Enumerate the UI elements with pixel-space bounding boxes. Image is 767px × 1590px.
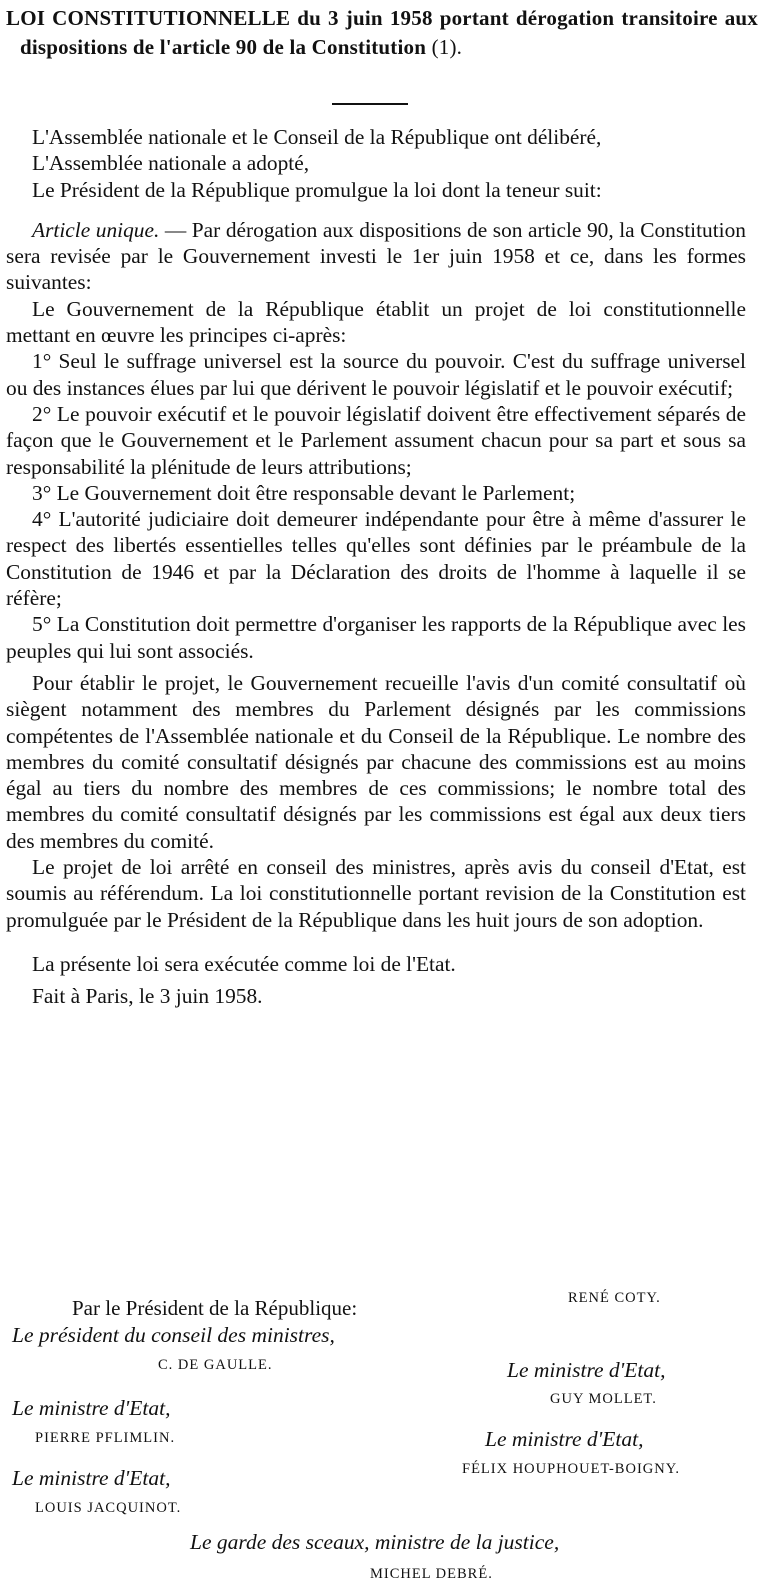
article-label: Article unique. <box>32 217 160 242</box>
government-project-paragraph: Le Gouvernement de la République établit un projet de loi constitutionnelle mettant en œuvre les principes ci-après: <box>6 296 746 348</box>
preamble-adoption: L'Assemblée nationale a adopté, <box>32 151 310 176</box>
law-title-text: LOI CONSTITUTIONNELLE du 3 juin 1958 portant dérogation transitoire aux dispositions de l'article 90 de la Constitution <box>6 6 758 59</box>
law-title <box>6 4 758 62</box>
principle-4: 4° L'autorité judiciaire doit demeurer indépendante pour être à même d'assurer le respect des libertés essentielles telles qu'elles sont définies par le préambule de la Constitution de 1946 et par la Déclaration des droits de l'homme à laquelle il se réfère; <box>6 507 746 611</box>
prime-minister-signature: C. DE GAULLE. <box>158 1357 273 1373</box>
article-unique-paragraph <box>6 217 746 296</box>
minister-1-signature: GUY MOLLET. <box>550 1391 657 1407</box>
execution-clause: La présente loi sera exécutée comme loi de l'Etat. <box>32 951 456 976</box>
principle-5: 5° La Constitution doit permettre d'organiser les rapports de la République avec les peuples qui lui sont associés. <box>6 612 746 663</box>
preamble-deliberation: L'Assemblée nationale et le Conseil de la République ont délibéré, <box>32 125 602 149</box>
minister-4-signature: LOUIS JACQUINOT. <box>35 1500 182 1516</box>
justice-minister-title: Le garde des sceaux, ministre de la justice, <box>190 1530 560 1554</box>
article-intro: — Par dérogation aux dispositions de son article 90, la Constitution sera revisée par le Gouvernement investi le 1er juin 1958 et ce, dans les formes suivantes: <box>6 217 746 295</box>
principle-1: 1° Seul le suffrage universel est la source du pouvoir. C'est du suffrage universel ou des instances élues par lui que dérivent le pouvoir législatif et le pouvoir exécutif; <box>6 349 746 400</box>
footnote-reference: (1). <box>431 35 463 59</box>
by-the-president: Par le Président de la République: <box>72 1296 358 1320</box>
preamble-promulgation: Le Président de la République promulgue la loi dont la teneur suit: <box>32 177 602 202</box>
place-and-date: Fait à Paris, le 3 juin 1958. <box>32 984 263 1009</box>
title-separator-rule <box>332 103 408 105</box>
minister-3-title: Le ministre d'Etat, <box>485 1427 644 1451</box>
principle-2: 2° Le pouvoir exécutif et le pouvoir législatif doivent être effectivement séparés de façon que le Gouvernement et le Parlement assument chacun pour sa part et sous sa responsabilité la plénitude de leurs attributions; <box>6 401 746 479</box>
minister-3-signature: FÉLIX HOUPHOUET-BOIGNY. <box>462 1461 680 1477</box>
minister-1-title: Le ministre d'Etat, <box>507 1358 666 1382</box>
president-signature: RENÉ COTY. <box>568 1290 661 1306</box>
minister-2-title: Le ministre d'Etat, <box>12 1396 171 1420</box>
minister-4-title: Le ministre d'Etat, <box>12 1466 171 1490</box>
committee-paragraph: Pour établir le projet, le Gouvernement recueille l'avis d'un comité consultatif où siègent notamment des membres du Parlement désignés par les commissions compétentes de l'Assemblée nationale et du Conseil de la République. Le nombre des membres du comité consultatif désignés par chacune des commissions est au moins égal au tiers du nombre des membres de ces commissions; le nombre total des membres du comité consultatif désignés par les commissions est égal aux deux tiers des membres du comité. <box>6 670 746 853</box>
prime-minister-title: Le président du conseil des ministres, <box>12 1323 335 1347</box>
principle-3: 3° Le Gouvernement doit être responsable devant le Parlement; <box>32 480 576 505</box>
referendum-paragraph: Le projet de loi arrêté en conseil des ministres, après avis du conseil d'Etat, est soumis au référendum. La loi constitutionnelle portant revision de la Constitution est promulguée par le Président de la République dans les huit jours de son adoption. <box>6 855 746 932</box>
minister-2-signature: PIERRE PFLIMLIN. <box>35 1430 176 1446</box>
law-body <box>6 124 746 1010</box>
justice-minister-signature: MICHEL DEBRÉ. <box>370 1566 493 1582</box>
